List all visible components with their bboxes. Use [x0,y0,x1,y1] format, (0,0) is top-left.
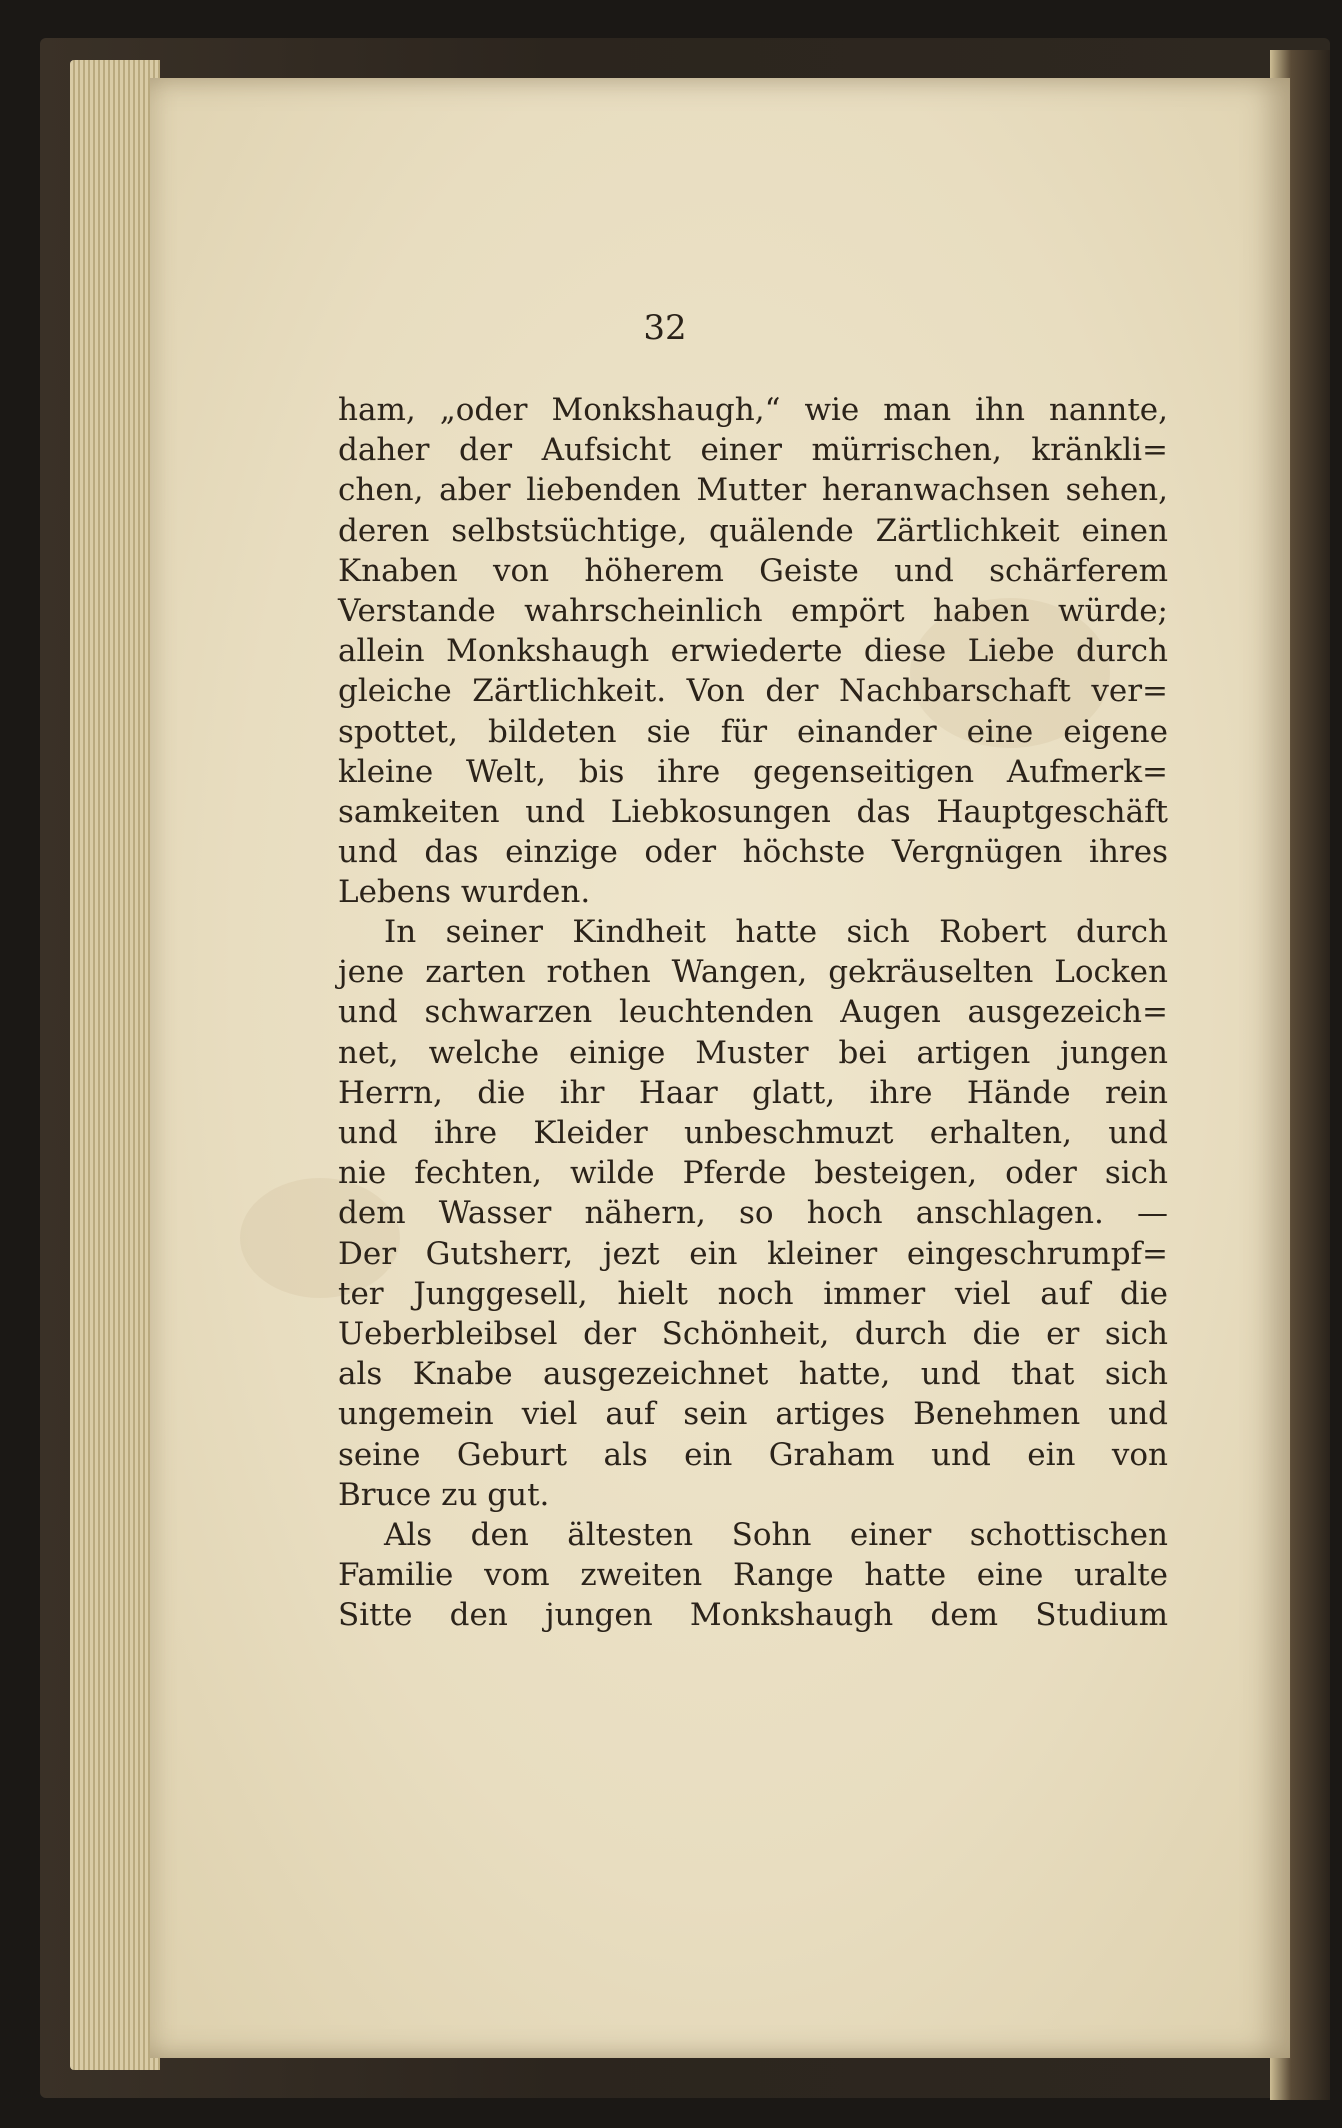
page-edges [70,60,160,2070]
text-line: allein Monkshaugh erwiederte diese Liebe durch [338,633,1168,670]
text-line: jene zarten rothen Wangen, gekräuselten Locken [338,954,1168,991]
text-line: Als den ältesten Sohn einer schottischen [384,1517,1168,1554]
text-line: kleine Welt, bis ihre gegenseitigen Aufmerk= [338,753,1168,790]
text-line: Ueberbleibsel der Schönheit, durch die er sich [338,1316,1168,1353]
text-line: Verstande wahrscheinlich empört haben würde; [338,593,1168,630]
paragraph [338,1515,1168,1636]
text-line: Sitte den jungen Monkshaugh dem Studium [338,1597,1168,1634]
text-line: seine Geburt als ein Graham und ein von [338,1436,1168,1473]
text-line: gleiche Zärtlichkeit. Von der Nachbarschaft ver= [338,673,1168,710]
paragraph [338,912,1168,1515]
text-line: und das einzige oder höchste Vergnügen ihres [338,834,1168,871]
text-line: ter Junggesell, hielt noch immer viel auf die [338,1275,1168,1312]
text-line: ham, „oder Monkshaugh,“ wie man ihn nannte, [338,392,1168,428]
text-line: ungemein viel auf sein artiges Benehmen und [338,1396,1168,1433]
text-line: In seiner Kindheit hatte sich Robert durch [384,914,1168,950]
text-line: chen, aber liebenden Mutter heranwachsen sehen, [338,472,1168,509]
text-line: samkeiten und Liebkosungen das Hauptgeschäft [338,794,1168,831]
text-line: Lebens wurden. [338,874,591,911]
text-line: Der Gutsherr, jezt ein kleiner eingeschrumpf= [338,1235,1168,1272]
text-line: als Knabe ausgezeichnet hatte, und that sich [338,1356,1168,1393]
text-line: spottet, bildeten sie für einander eine eigene [338,713,1168,750]
paragraph [338,390,1168,912]
text-line: und ihre Kleider unbeschmuzt erhalten, und [338,1115,1168,1152]
text-line: Knaben von höherem Geiste und schärferem [338,552,1168,589]
text-line: net, welche einige Muster bei artigen jungen [338,1034,1168,1071]
text-line: deren selbstsüchtige, quälende Zärtlichkeit einen [338,512,1168,549]
text-line: Familie vom zweiten Range hatte eine uralte [338,1557,1168,1594]
text-line: und schwarzen leuchtenden Augen ausgezeich= [338,994,1168,1031]
book-page [150,78,1290,2058]
text-line: Bruce zu gut. [338,1476,550,1513]
text-line: nie fechten, wilde Pferde besteigen, oder sich [338,1155,1168,1192]
text-block [338,390,1168,1636]
text-line: Herrn, die ihr Haar glatt, ihre Hände rein [338,1074,1168,1111]
text-line: daher der Aufsicht einer mürrischen, kränkli= [338,432,1168,469]
text-line: dem Wasser nähern, so hoch anschlagen. — [338,1195,1168,1232]
page-number: 32 [643,308,687,348]
